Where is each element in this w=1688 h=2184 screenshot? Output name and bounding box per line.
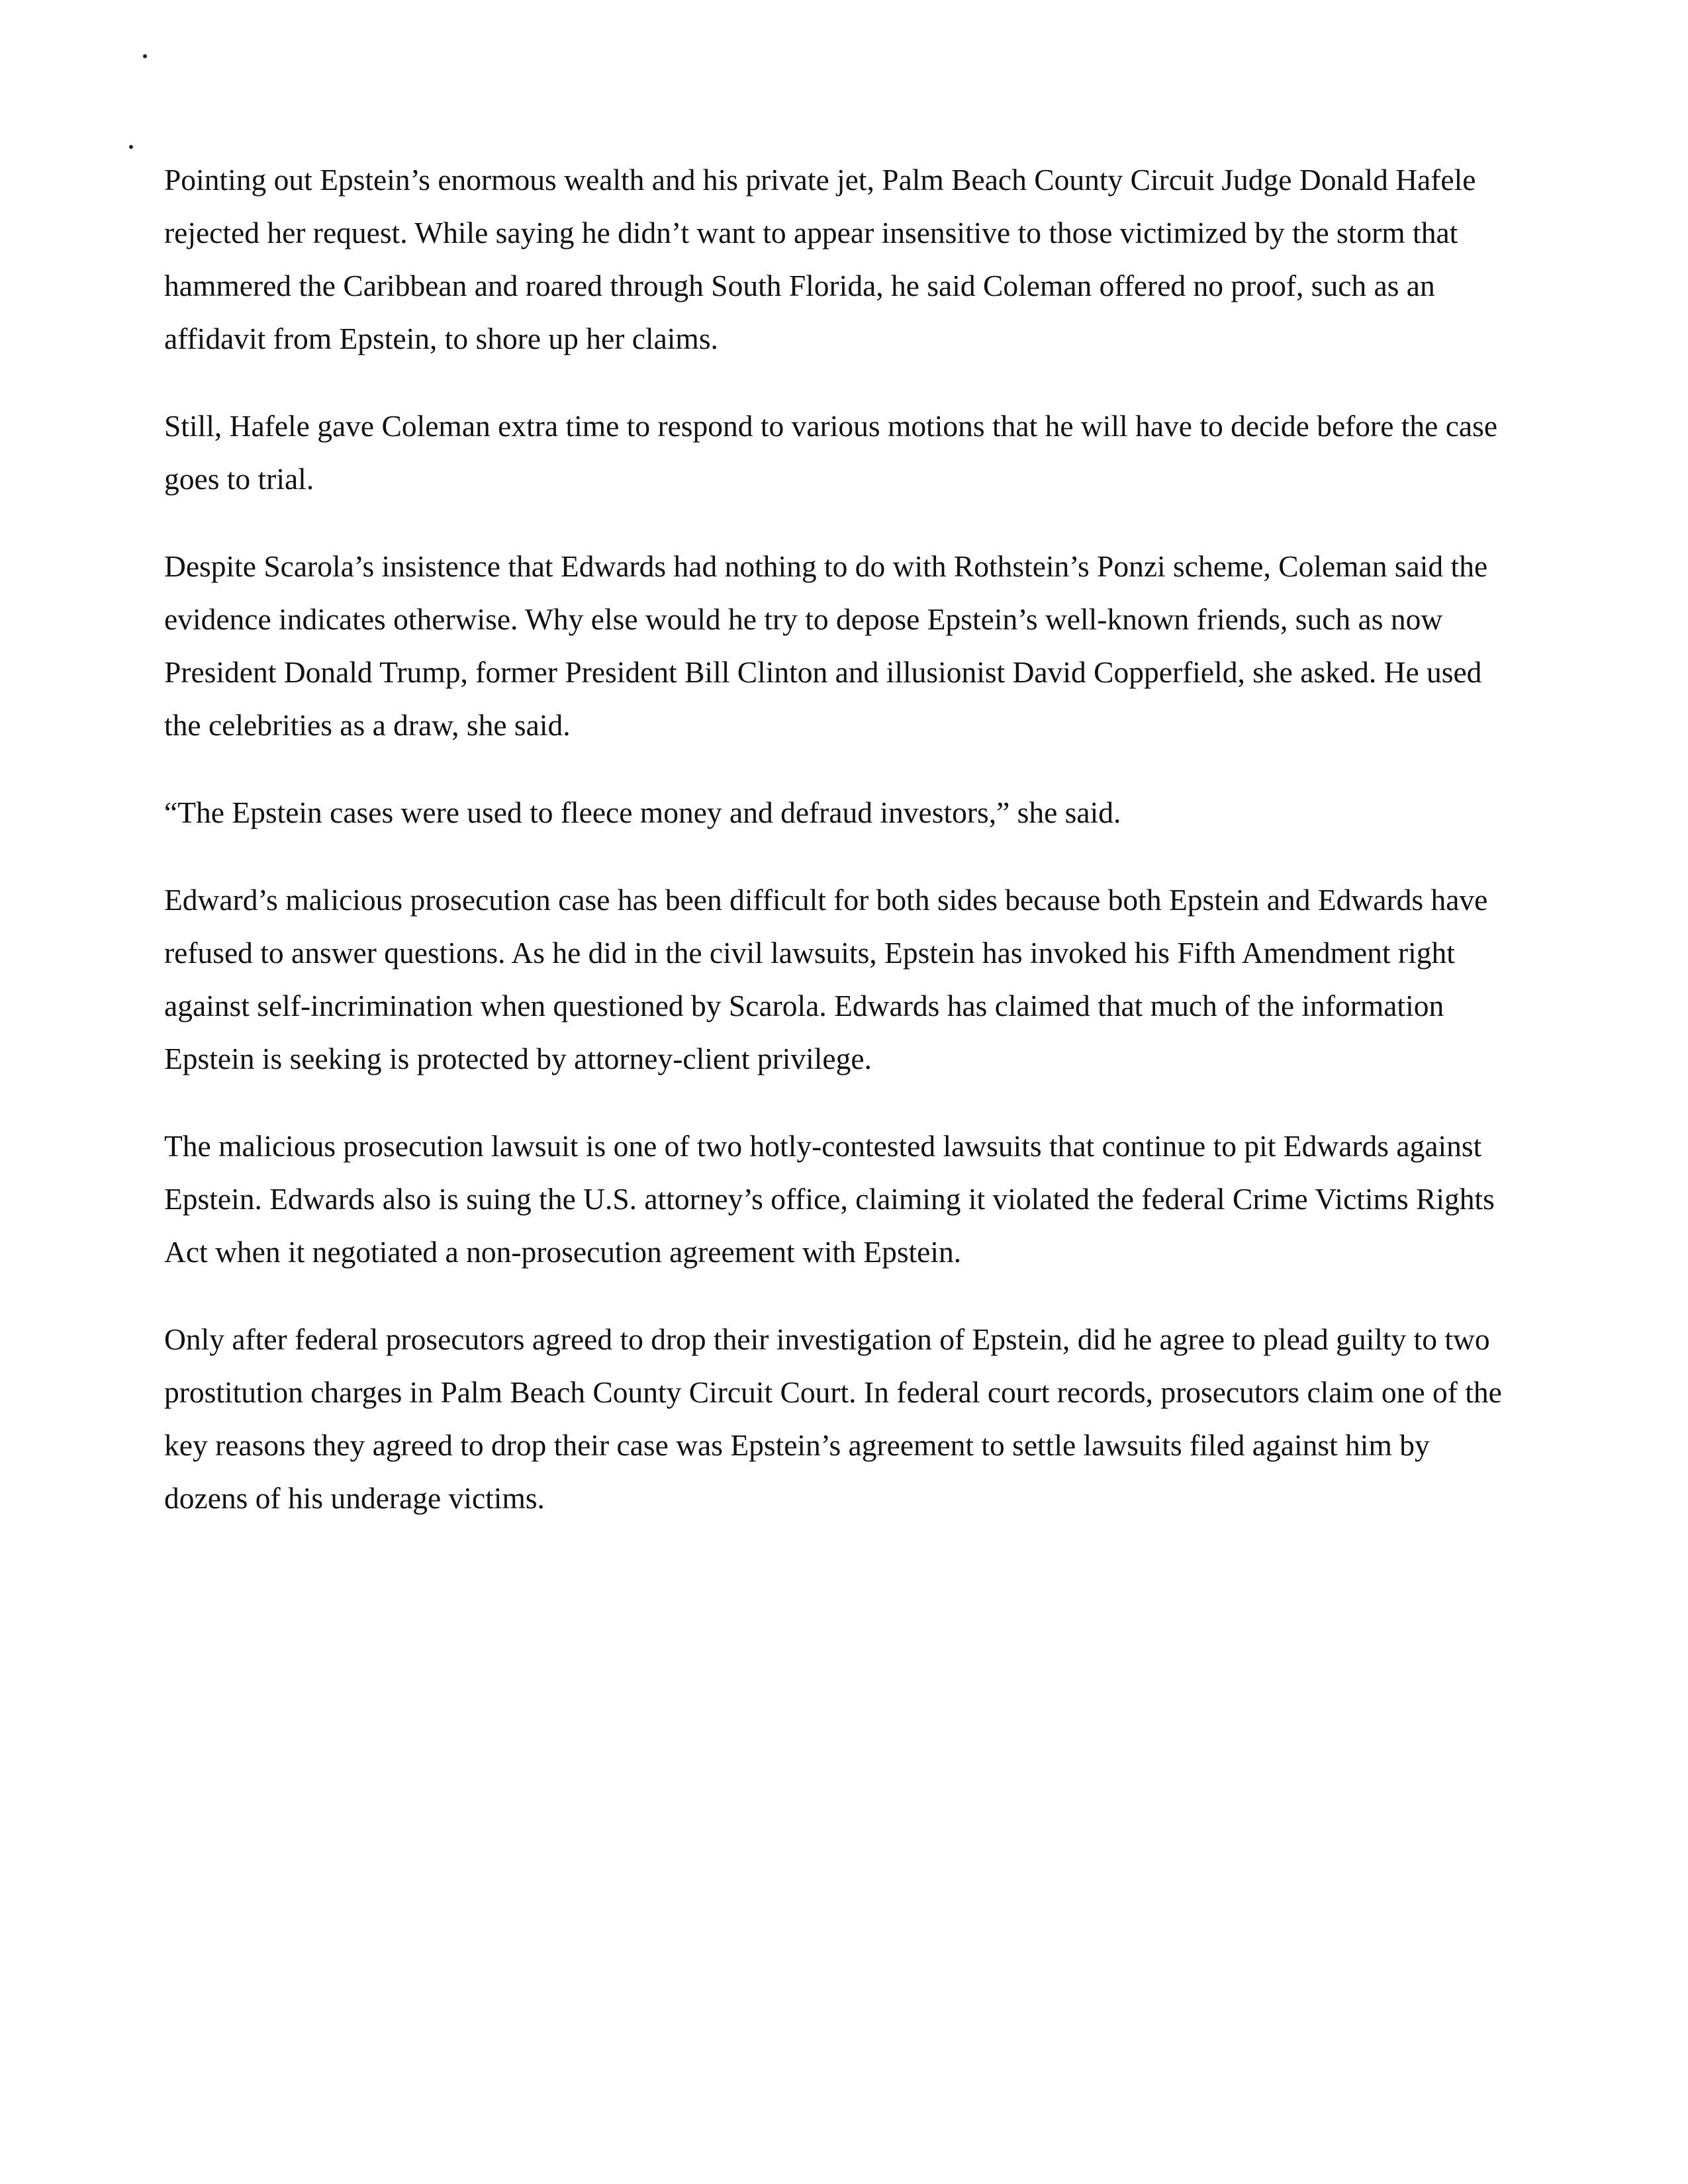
scan-speck	[143, 54, 147, 58]
paragraph-ponzi-scheme: Despite Scarola’s insistence that Edwards had nothing to do with Rothstein’s Ponzi scheme, Coleman said the evidence indicates otherwise. Why else would he try to depose Epstein’s well-known friends, such as now President Donald Trump, former President Bill Clinton and illusionist David Copperfield, she asked. He used the celebrities as a draw, she said.	[164, 549, 1488, 742]
paragraph-quote: “The Epstein cases were used to fleece money and defraud investors,” she said.	[164, 796, 1121, 829]
paragraph-judge-ruling: Pointing out Epstein’s enormous wealth and his private jet, Palm Beach County Circuit Judge Donald Hafele rejected her request. While saying he didn’t want to appear insensitive to those victimized by the storm that hammered the Caribbean and roared through South Florida, he said Coleman offered no proof, such as an affidavit from Epstein, to shore up her claims.	[164, 163, 1476, 355]
paragraph-malicious-prosecution: Edward’s malicious prosecution case has been difficult for both sides because both Epstein and Edwards have refused to answer questions. As he did in the civil lawsuits, Epstein has invoked his Fifth Amendment right against self-incrimination when questioned by Scarola. Edwards has claimed that much of the information Epstein is seeking is protected by attorney-client privilege.	[164, 883, 1488, 1075]
paragraph-plea-agreement: Only after federal prosecutors agreed to drop their investigation of Epstein, did he agree to plead guilty to two prostitution charges in Palm Beach County Circuit Court. In federal court records, prosecutors claim one of the key reasons they agreed to drop their case was Epstein’s agreement to settle lawsuits filed against him by dozens of his underage victims.	[164, 1322, 1502, 1515]
paragraph-extra-time: Still, Hafele gave Coleman extra time to respond to various motions that he will have to decide before the case goes to trial.	[164, 409, 1498, 496]
paragraph-two-lawsuits: The malicious prosecution lawsuit is one of two hotly-contested lawsuits that continue to pit Edwards against Epstein. Edwards also is suing the U.S. attorney’s office, claiming it violated the federal Crime Victims Rights Act when it negotiated a non-prosecution agreement with Epstein.	[164, 1129, 1495, 1269]
document-body	[164, 154, 1515, 1559]
scan-speck	[129, 145, 133, 149]
